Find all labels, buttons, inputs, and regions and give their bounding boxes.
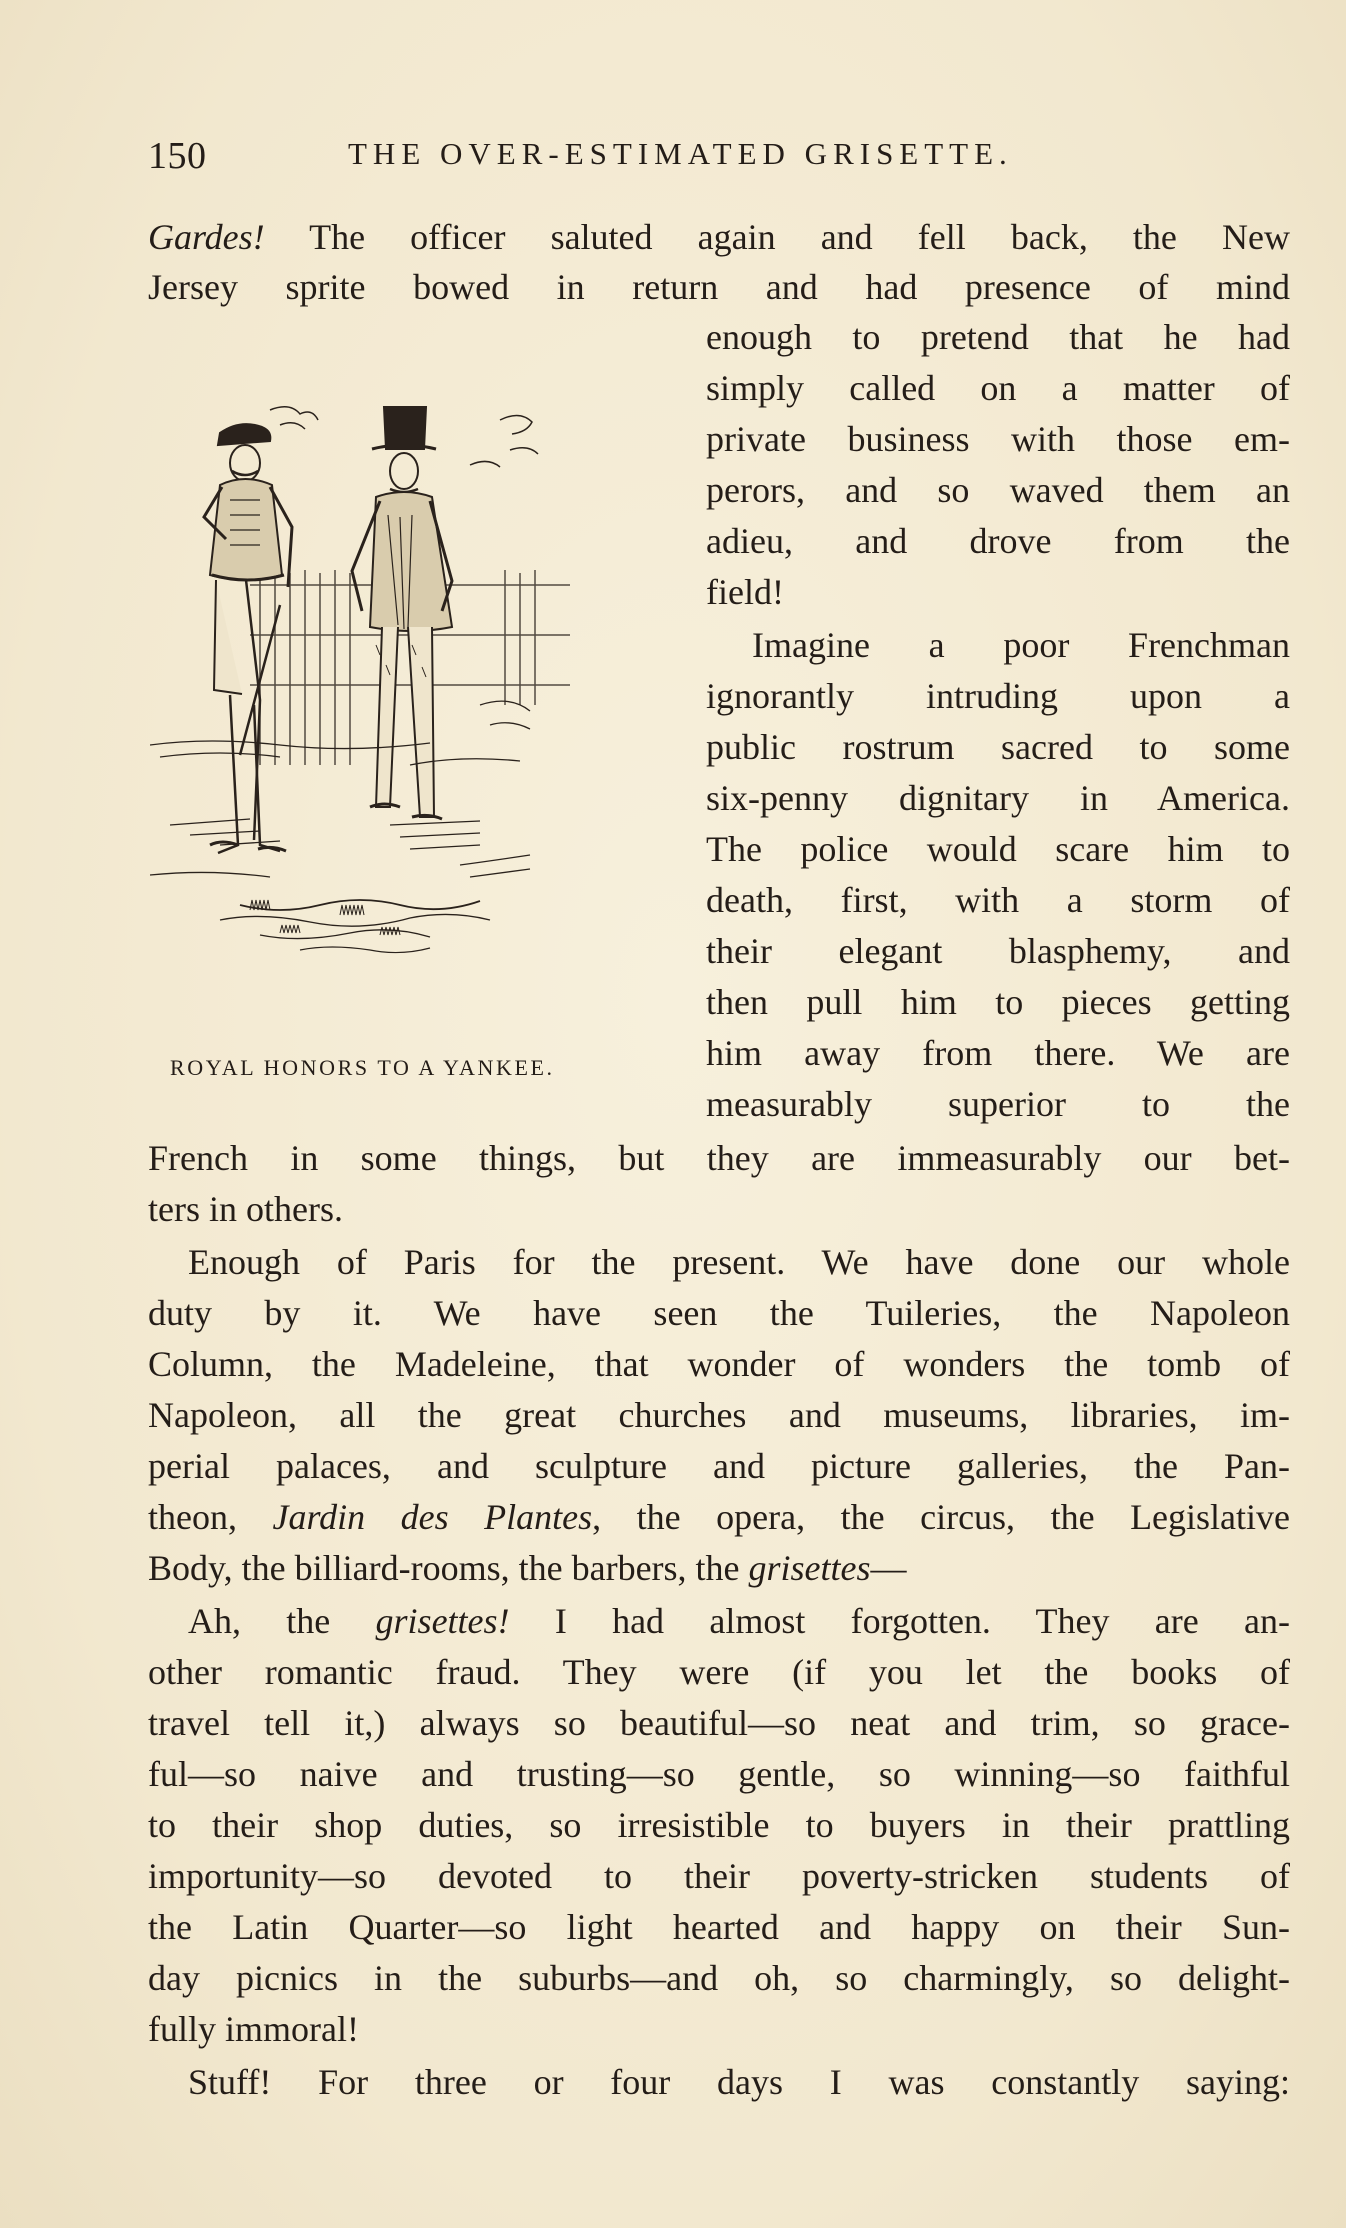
italic-text: Jardin des Plantes bbox=[272, 1497, 593, 1537]
text-line: adieu, and drove from the bbox=[706, 521, 1290, 561]
text-line: death, first, with a storm of bbox=[706, 880, 1290, 920]
text-line: their elegant blasphemy, and bbox=[706, 931, 1290, 971]
text-line: other romantic fraud. They were (if you let the books of bbox=[148, 1652, 1290, 1692]
text-line: Enough of Paris for the present. We have done our whole bbox=[188, 1242, 1290, 1282]
text-line bbox=[148, 212, 1290, 262]
text-line: fully immoral! bbox=[148, 2009, 359, 2049]
running-title: THE OVER-ESTIMATED GRISETTE. bbox=[348, 136, 1013, 171]
running-head bbox=[148, 134, 1148, 184]
text-line: enough to pretend that he had bbox=[706, 317, 1290, 357]
text-line: simply called on a matter of bbox=[706, 368, 1290, 408]
text-line: perors, and so waved them an bbox=[706, 470, 1290, 510]
text-line: six-penny dignitary in America. bbox=[706, 778, 1290, 818]
text-line bbox=[148, 1543, 1290, 1593]
text-line: Column, the Madeleine, that wonder of wonders the tomb of bbox=[148, 1344, 1290, 1384]
line-text: The officer saluted again and fell back, the New bbox=[264, 217, 1290, 257]
text-line: Imagine a poor Frenchman bbox=[752, 625, 1290, 665]
text-line: French in some things, but they are immeasurably our bet- bbox=[148, 1138, 1290, 1178]
text-line: measurably superior to the bbox=[706, 1084, 1290, 1124]
text-line: ters in others. bbox=[148, 1189, 343, 1229]
text-line: Stuff! For three or four days I was constantly saying: bbox=[188, 2062, 1290, 2102]
line-text: theon, bbox=[148, 1497, 273, 1537]
text-line: duty by it. We have seen the Tuileries, the Napoleon bbox=[148, 1293, 1290, 1333]
text-line: private business with those em- bbox=[706, 419, 1290, 459]
text-line: the Latin Quarter—so light hearted and happy on their Sun- bbox=[148, 1907, 1290, 1947]
text-line: ful—so naive and trusting—so gentle, so winning—so faithful bbox=[148, 1754, 1290, 1794]
italic-text: Gardes! bbox=[148, 217, 265, 257]
text-line: Napoleon, all the great churches and museums, libraries, im- bbox=[148, 1395, 1290, 1435]
text-line: field! bbox=[706, 572, 784, 612]
italic-text: grisettes! bbox=[375, 1601, 510, 1641]
line-text: — bbox=[870, 1548, 907, 1588]
text-line: Jersey sprite bowed in return and had presence of mind bbox=[148, 267, 1290, 307]
text-line bbox=[148, 1492, 1290, 1542]
text-line: travel tell it,) always so beautiful—so neat and trim, so grace- bbox=[148, 1703, 1290, 1743]
line-text: I had almost forgotten. They are an- bbox=[509, 1601, 1290, 1641]
text-line: then pull him to pieces getting bbox=[706, 982, 1290, 1022]
text-line: to their shop duties, so irresistible to buyers in their prattling bbox=[148, 1805, 1290, 1845]
text-line: public rostrum sacred to some bbox=[706, 727, 1290, 767]
text-line: importunity—so devoted to their poverty-stricken students of bbox=[148, 1856, 1290, 1896]
text-line: day picnics in the suburbs—and oh, so charmingly, so delight- bbox=[148, 1958, 1290, 1998]
engraving-officer-saluting-yankee-icon bbox=[150, 405, 610, 1015]
illustration-caption: ROYAL HONORS TO A YANKEE. bbox=[170, 1055, 555, 1080]
text-line: ignorantly intruding upon a bbox=[706, 676, 1290, 716]
text-line: perial palaces, and sculpture and picture galleries, the Pan- bbox=[148, 1446, 1290, 1486]
line-text: , the opera, the circus, the Legislative bbox=[592, 1497, 1291, 1537]
text-line bbox=[148, 1596, 1290, 1646]
text-line: The police would scare him to bbox=[706, 829, 1290, 869]
page-number: 150 bbox=[148, 135, 207, 177]
text-line: him away from there. We are bbox=[706, 1033, 1290, 1073]
engraving-illustration bbox=[150, 405, 610, 1015]
italic-text: grisettes bbox=[748, 1548, 871, 1588]
line-text: Body, the billiard-rooms, the barbers, the bbox=[148, 1548, 749, 1588]
line-text: Ah, the bbox=[188, 1601, 376, 1641]
